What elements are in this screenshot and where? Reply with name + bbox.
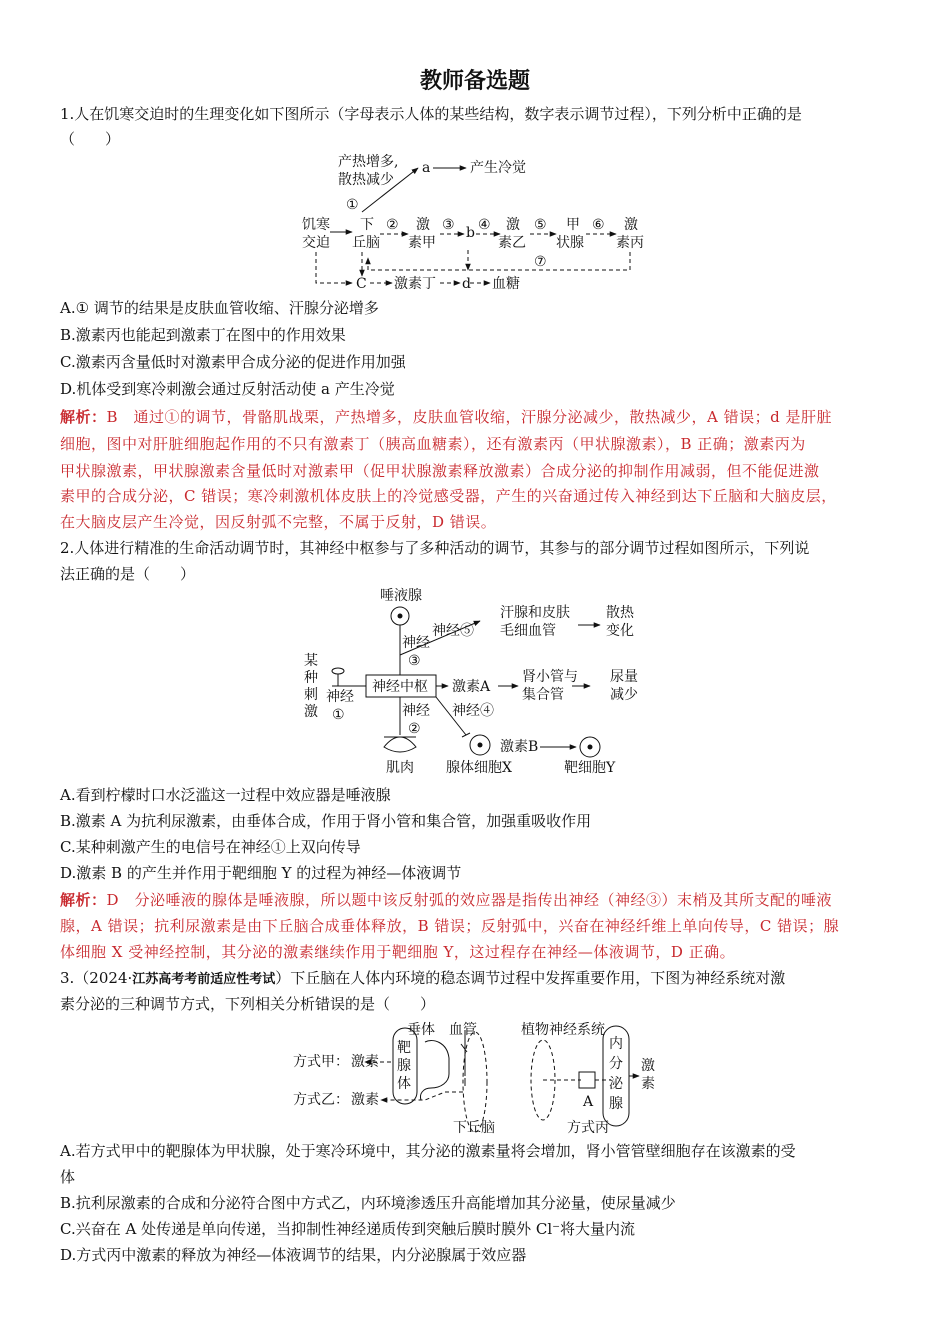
q1-diagram — [290, 148, 660, 298]
q3-way-a: 方式甲： — [293, 1054, 349, 1070]
q1-answer-line-3: 甲状腺激素，甲状腺激素含量低时对激素甲（促甲状腺激素释放激素）合成分泌的抑制作用减弱，但不能促进激 — [60, 462, 820, 480]
q2-saliva: 唾液腺 — [380, 588, 422, 604]
q2-sweat-2: 毛细血管 — [500, 623, 556, 639]
q2-nerve5: 神经⑤ — [432, 623, 474, 639]
q2-gland-x: 腺体细胞X — [446, 760, 512, 776]
q2-answer-line-1 — [60, 888, 895, 912]
q2-target-y: 靶细胞Y — [564, 760, 616, 776]
q2-hormone-a: 激素A — [452, 679, 491, 695]
q1-cold: 产生冷觉 — [470, 160, 526, 176]
q3-hormone2-a: 激 — [641, 1058, 655, 1074]
q2-heat-2: 变化 — [606, 623, 634, 639]
q1-option-a: A.① 调节的结果是皮肤血管收缩、汗腺分泌增多 — [60, 299, 379, 317]
q2-stim-2: 种 — [304, 670, 318, 686]
q2-stim-3: 刺 — [304, 687, 318, 703]
q2-nerve1-a: 神经 — [326, 689, 354, 705]
q1-thy-2: 状腺 — [556, 235, 584, 251]
q2-answer-line-2: 腺，A 错误；抗利尿激素是由下丘脑合成垂体释放，B 错误；反射弧中，兴奋在神经纤维上单向传导，C 错误；腺 — [60, 917, 840, 935]
q1-hypo-2: 丘脑 — [352, 235, 380, 251]
q2-stim-4: 激 — [304, 704, 318, 720]
q1-b: b — [466, 225, 475, 241]
q1-hA-2: 素甲 — [408, 235, 436, 251]
q1-answer-line-2: 细胞，图中对肝脏细胞起作用的不只有激素丁（胰高血糖素），还有激素丙（甲状腺激素），B 正确；激素丙为 — [60, 435, 806, 453]
q2-heat-1: 散热 — [606, 605, 634, 621]
q3-hormone2-b: 素 — [641, 1076, 655, 1092]
q1-n1: ① — [346, 197, 359, 213]
q2-diagram — [300, 585, 660, 780]
q1-option-b: B.激素丙也能起到激素丁在图中的作用效果 — [60, 326, 346, 344]
q1-option-d: D.机体受到寒冷刺激会通过反射活动使 a 产生冷觉 — [60, 380, 395, 398]
q2-option-d: D.激素 B 的产生并作用于靶细胞 Y 的过程为神经—体液调节 — [60, 864, 462, 882]
q2-center: 神经中枢 — [372, 679, 428, 695]
q2-option-c: C.某种刺激产生的电信号在神经①上双向传导 — [60, 838, 361, 856]
q2-answer-label: 解析： — [60, 891, 107, 909]
q2-urine-2: 减少 — [610, 687, 638, 703]
q2-kid-2: 集合管 — [522, 687, 564, 703]
q3-stem-num: 3.（2024· — [60, 969, 133, 987]
q3-option-c: C.兴奋在 A 处传递是单向传递，当抑制性神经递质传到突触后膜时膜外 Cl⁻将大量内流 — [60, 1220, 636, 1238]
q3-endo-4: 腺 — [609, 1096, 623, 1112]
q1-hB-2: 素乙 — [498, 235, 526, 251]
q1-answer-line-1 — [60, 405, 895, 429]
q3-stem — [60, 966, 895, 992]
q3-hypo: 下丘脑 — [453, 1120, 495, 1136]
q3-target-1: 靶 — [397, 1040, 411, 1056]
q1-answer-line-5: 在大脑皮层产生冷觉，因反射弧不完整，不属于反射，D 错误。 — [60, 513, 497, 531]
q2-option-a: A.看到柠檬时口水泛滥这一过程中效应器是唾液腺 — [60, 786, 391, 804]
q3-option-a-cont: 体 — [60, 1168, 76, 1186]
q2-stem-2: 法正确的是（ ） — [60, 565, 196, 583]
q1-d: d — [462, 276, 471, 292]
page-title: 教师备选题 — [419, 69, 530, 94]
q3-option-b: B.抗利尿激素的合成和分泌符合图中方式乙，内环境渗透压升高能增加其分泌量，使尿量减少 — [60, 1194, 676, 1212]
q2-nerve3-b: ③ — [408, 653, 421, 669]
q1-c: C — [356, 276, 367, 292]
q3-endo-2: 分 — [609, 1056, 623, 1072]
q1-hD: 激素丁 — [394, 276, 436, 292]
q3-option-a: A.若方式甲中的靶腺体为甲状腺，处于寒冷环境中，其分泌的激素量将会增加，肾小管管壁细胞存在该激素的受 — [60, 1142, 796, 1160]
q3-stem-source: 江苏高考考前适应性考试 — [132, 972, 276, 987]
q1-n6: ⑥ — [592, 217, 605, 233]
q2-answer-text-1: D 分泌唾液的腺体是唾液腺，所以题中该反射弧的效应器是指传出神经（神经③）末梢及其所支配的唾液 — [106, 891, 833, 909]
q2-nerve3-a: 神经 — [402, 635, 430, 651]
q3-hormone-a: 激素 — [351, 1054, 379, 1070]
q1-answer-line-4: 素甲的合成分泌，C 错误；寒冷刺激机体皮肤上的冷觉感受器，产生的兴奋通过传入神经到达下丘脑和大脑皮层， — [60, 487, 837, 505]
q3-veg: 植物神经系统 — [521, 1022, 605, 1038]
q1-hunger-2: 交迫 — [302, 235, 330, 251]
q1-n5: ⑤ — [534, 217, 547, 233]
q3-option-d: D.方式丙中激素的释放为神经—体液调节的结果，内分泌腺属于效应器 — [60, 1246, 527, 1264]
q1-a: a — [422, 160, 431, 176]
q1-n4: ④ — [478, 217, 491, 233]
q1-answer-text-1: B 通过①的调节，骨骼肌战栗，产热增多，皮肤血管收缩，汗腺分泌减少，散热减少，A 错误；d 是肝脏 — [106, 408, 833, 426]
q3-target-3: 体 — [397, 1076, 411, 1092]
q1-n3: ③ — [442, 217, 455, 233]
q1-hunger-1: 饥寒 — [302, 217, 330, 233]
q3-stem-2: 素分泌的三种调节方式，下列相关分析错误的是（ ） — [60, 995, 436, 1013]
q3-way-b: 方式乙： — [293, 1092, 349, 1108]
q1-answer-label: 解析： — [60, 408, 107, 426]
q1-hA-1: 激 — [416, 217, 430, 233]
q1-n2: ② — [386, 217, 399, 233]
q1-hypo-1: 下 — [360, 217, 374, 233]
q3-target-2: 腺 — [397, 1058, 411, 1074]
q2-nerve1-b: ① — [332, 707, 345, 723]
q2-muscle: 肌肉 — [386, 760, 414, 776]
q2-hormone-b: 激素B — [500, 739, 539, 755]
q3-endo-3: 泌 — [609, 1076, 623, 1092]
q2-nerve4: 神经④ — [452, 703, 494, 719]
q1-hC-2: 素丙 — [616, 235, 644, 251]
q2-sweat-1: 汗腺和皮肤 — [500, 605, 570, 621]
q2-stim-1: 某 — [304, 653, 318, 669]
q3-way-c: 方式丙 — [567, 1120, 609, 1136]
q1-stem-paren: （ ） — [60, 130, 121, 148]
q2-kid-1: 肾小管与 — [522, 669, 578, 685]
q1-option-c: C.激素丙含量低时对激素甲合成分泌的促进作用加强 — [60, 353, 406, 371]
q2-answer-line-3: 体细胞 X 受神经控制，其分泌的激素继续作用于靶细胞 Y，这过程存在神经—体液调节，D 正确。 — [60, 943, 736, 961]
q3-diagram — [285, 1018, 675, 1140]
q3-hormone-b: 激素 — [351, 1092, 379, 1108]
q3-stem-rest: ）下丘脑在人体内环境的稳态调节过程中发挥重要作用，下图为神经系统对激 — [275, 969, 786, 987]
q1-hB-1: 激 — [506, 217, 520, 233]
q3-a-label: A — [583, 1094, 594, 1110]
q3-endo-1: 内 — [609, 1036, 623, 1052]
q1-thy-1: 甲 — [566, 217, 580, 233]
q1-stem: 1.人在饥寒交迫时的生理变化如下图所示（字母表示人体的某些结构，数字表示调节过程），下列分析中正确的是 — [60, 105, 802, 123]
q2-nerve2-b: ② — [408, 721, 421, 737]
q2-urine-1: 尿量 — [610, 669, 638, 685]
q3-pit: 垂体 — [407, 1022, 435, 1038]
q1-hC-1: 激 — [624, 217, 638, 233]
q1-glucose: 血糖 — [492, 276, 520, 292]
q1-heat-2: 散热减少 — [338, 172, 394, 188]
q2-nerve2-a: 神经 — [402, 703, 430, 719]
q1-heat-1: 产热增多, — [338, 154, 399, 170]
q2-stem: 2.人体进行精准的生命活动调节时，其神经中枢参与了多种活动的调节，其参与的部分调节过程如图所示，下列说 — [60, 539, 810, 557]
q2-option-b: B.激素 A 为抗利尿激素，由垂体合成，作用于肾小管和集合管，加强重吸收作用 — [60, 812, 592, 830]
q1-n7: ⑦ — [534, 254, 547, 270]
q3-vessel: 血管 — [449, 1022, 477, 1038]
